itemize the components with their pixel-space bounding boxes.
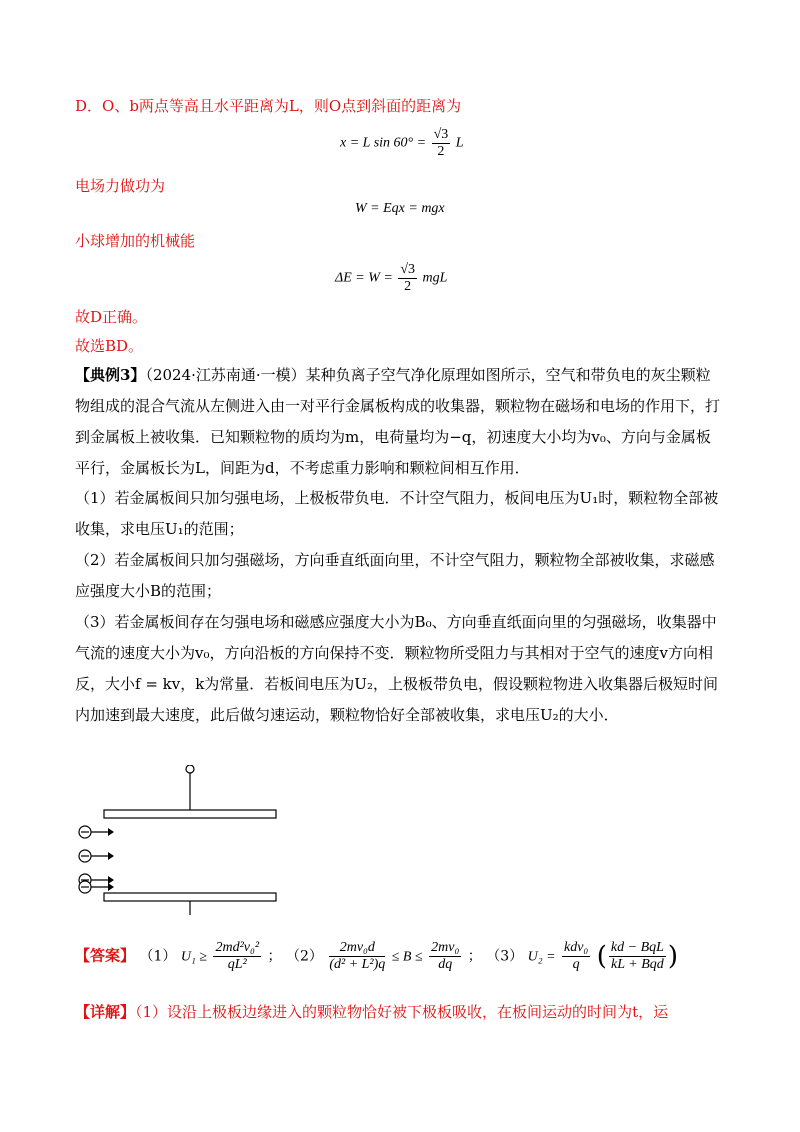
answer-label: 【答案】 (75, 946, 136, 965)
formula-energy-tail: mgL (422, 270, 448, 286)
answer-part-3-label: （3） (486, 948, 524, 965)
answer-3-paren-denominator: kL + Bqd (611, 957, 664, 972)
formula-distance-tail: L (455, 135, 464, 151)
example-label: 【典例3】 (75, 366, 146, 384)
answer-part-1-label: （1） (139, 948, 177, 965)
particle-2 (79, 850, 114, 862)
choose-text: 故选BD。 (75, 337, 144, 355)
formula-energy (335, 262, 447, 295)
answer-3-paren-numerator: kd − BqL (610, 940, 664, 955)
answer-separator-1: ； (267, 948, 282, 965)
detail-label: 【详解】 (75, 1003, 136, 1021)
mech-energy-label: 小球增加的机械能 (75, 232, 196, 250)
question-2: （2）若金属板间只加匀强磁场，方向垂直纸面向里，不计空气阻力，颗粒物全部被收集，求磁感应强度大小B的范围； (75, 551, 715, 600)
efield-work-label: 电场力做功为 (75, 177, 166, 195)
option-d-intro: D．O、b两点等高且水平距离为L，则O点到斜面的距离为 (75, 97, 462, 115)
particle-1 (79, 826, 114, 838)
example-source: （2024·江苏南通·一模） (145, 366, 306, 384)
fraction-numerator: √3 (400, 262, 416, 277)
answer-1-denominator: qL² (227, 957, 247, 972)
answer-2-denominator-left: (d² + L²)q (329, 957, 386, 972)
formula-work: W = Eqx = mgx (355, 201, 445, 216)
fraction-denominator: 2 (404, 279, 412, 294)
detail-text: （1）设沿上极板边缘进入的颗粒物恰好被下极板吸收，在板间运动的时间为t，运 (135, 1003, 669, 1021)
fraction-numerator: √3 (433, 127, 449, 142)
formula-distance (340, 127, 464, 160)
answer-1-fraction (213, 940, 261, 973)
answer-2-denominator-right: dq (438, 957, 453, 972)
d-correct-text: 故D正确。 (75, 308, 148, 326)
answer-2-fraction-left (329, 940, 385, 973)
answer-1-numerator: 2md²v₀² (215, 940, 260, 955)
answer-3-lhs: U₂ = (527, 949, 556, 965)
example-paragraph-1: 某种负离子空气净化原理如图所示，空气和带负电的灰尘颗粒物组成的混合气流从左侧进入由一对平行金属板构成的收集器，颗粒物在磁场和电场的作用下，打到金属板上被收集．已知颗粒物的质均为m，电荷量均为−q，初速度大小均为v₀、方向与金属板平行，金属板长为L，间距为d，不考虑重力影响和颗粒间相互作用． (75, 366, 721, 477)
fraction-sqrt3-over-2 (432, 127, 451, 160)
upper-terminal (186, 765, 194, 773)
answer-1-lhs: U₁ ≥ (180, 949, 208, 965)
answer-3-numerator: kdv₀ (564, 940, 589, 955)
formula-distance-lhs: x = L sin 60° = (340, 135, 427, 151)
answer-part-2-label: （2） (285, 948, 323, 965)
fraction-denominator: 2 (437, 144, 445, 159)
question-1: （1）若金属板间只加匀强电场，上极板带负电．不计空气阻力，板间电压为U₁时，颗粒物全部被收集，求电压U₁的范围； (75, 489, 719, 538)
answer-2-fraction-right (429, 940, 461, 973)
formula-energy-lhs: ΔE = W = (335, 270, 393, 286)
particle-4-diagram (70, 877, 130, 897)
example-problem (75, 360, 725, 484)
upper-plate (104, 810, 276, 818)
answer-3-fraction (562, 940, 590, 973)
answer-3-denominator: q (572, 957, 580, 972)
answer-3-paren-fraction (609, 940, 666, 973)
fraction-sqrt3-over-2 (398, 262, 417, 295)
detail-row (75, 1002, 668, 1022)
right-paren: ) (667, 941, 679, 972)
question-3: （3）若金属板间存在匀强电场和磁感应强度大小为B₀、方向垂直纸面向里的匀强磁场，收集器中气流的速度大小为v₀，方向沿板的方向保持不变．颗粒物所受阻力与其相对于空气的速度v方向相反，大小f = kv，k为常量．若板间电压为U₂，上极板带负电，假设颗粒物进入收集器后极短时间内加速到最大速度，此后做匀速运动，颗粒物恰好全部被收集，求电压U₂的大小． (75, 613, 718, 724)
left-paren: ( (596, 941, 607, 972)
answer-separator-2: ； (467, 948, 482, 965)
answer-2-numerator-left: 2mv₀d (329, 940, 385, 957)
answer-row (75, 940, 735, 973)
answer-2-numerator-right: 2mv₀ (431, 940, 460, 955)
answer-2-middle: ≤ B ≤ (391, 949, 423, 965)
